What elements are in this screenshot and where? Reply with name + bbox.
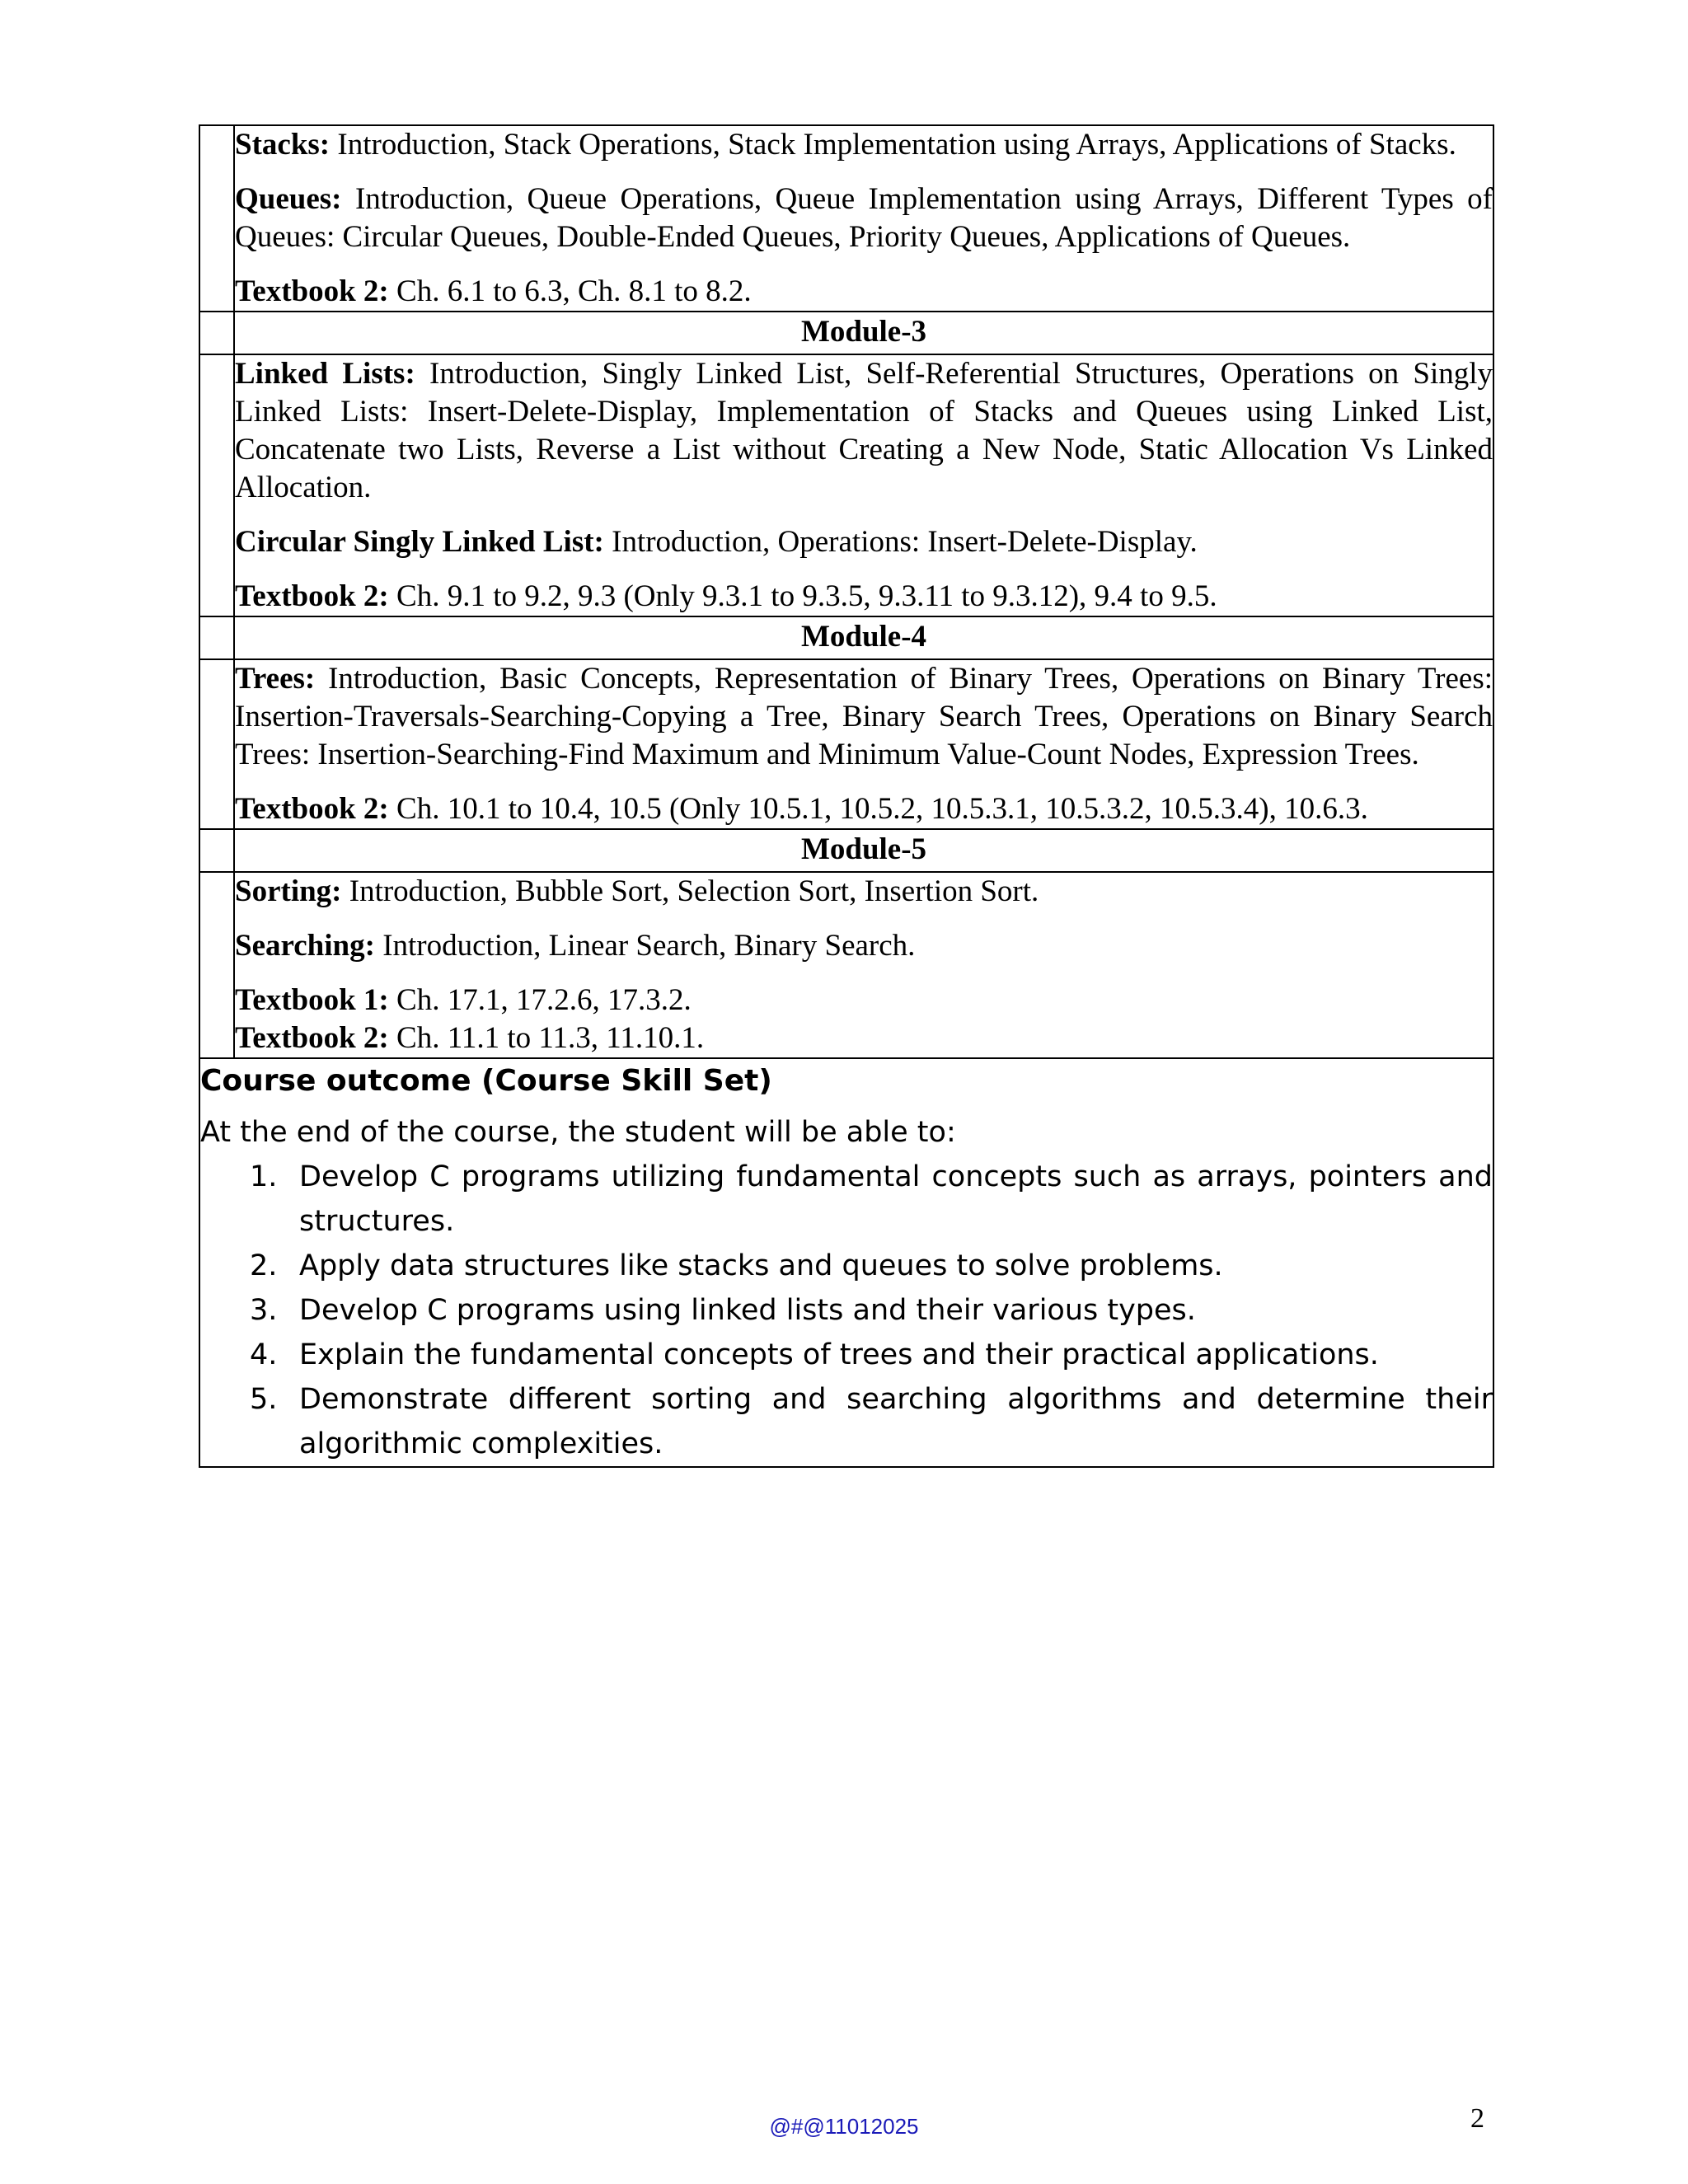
- module3-title: Module-3: [234, 312, 1493, 354]
- list-item-number: 2.: [250, 1249, 278, 1282]
- module3-header-row: [199, 312, 1493, 354]
- row-gutter: [199, 872, 234, 1058]
- module3-body-row: [199, 354, 1493, 616]
- circular-list-text: Introduction, Operations: Insert-Delete-Display.: [612, 525, 1198, 559]
- textbook-text: Ch. 10.1 to 10.4, 10.5 (Only 10.5.1, 10.5.2, 10.5.3.1, 10.5.3.2, 10.5.3.4), 10.6.3.: [396, 792, 1368, 826]
- queues-paragraph: [235, 180, 1493, 256]
- list-item-number: 3.: [250, 1294, 278, 1327]
- top-section-row: [199, 125, 1493, 312]
- textbook-reference: [235, 578, 1493, 616]
- trees-paragraph: [235, 660, 1493, 774]
- textbook-label: Textbook 2:: [235, 792, 389, 826]
- module4-body-row: [199, 659, 1493, 829]
- list-item: [200, 1155, 1493, 1244]
- linked-lists-paragraph: [235, 355, 1493, 507]
- stacks-paragraph: [235, 126, 1493, 164]
- sorting-text: Introduction, Bubble Sort, Selection Sort, Insertion Sort.: [349, 874, 1039, 908]
- syllabus-table: [199, 124, 1494, 1468]
- course-outcome-title: Course outcome (Course Skill Set): [200, 1064, 772, 1098]
- circular-list-label: Circular Singly Linked List:: [235, 525, 604, 559]
- textbook1-text: Ch. 17.1, 17.2.6, 17.3.2.: [396, 983, 692, 1017]
- linked-lists-label: Linked Lists:: [235, 357, 415, 391]
- searching-label: Searching:: [235, 929, 375, 963]
- footer-document-code: @#@11012025: [769, 2114, 919, 2139]
- module3-body: [234, 354, 1493, 616]
- list-item-text: Develop C programs using linked lists and their various types.: [299, 1294, 1196, 1327]
- sorting-label: Sorting:: [235, 874, 342, 908]
- list-item: [200, 1288, 1493, 1333]
- textbook-text: Ch. 9.1 to 9.2, 9.3 (Only 9.3.1 to 9.3.5, 9.3.11 to 9.3.12), 9.4 to 9.5.: [396, 579, 1217, 613]
- searching-text: Introduction, Linear Search, Binary Search.: [382, 929, 916, 963]
- module5-header-row: [199, 829, 1493, 872]
- list-item-text: Demonstrate different sorting and searching algorithms and determine their algorithmic complexities.: [299, 1383, 1493, 1460]
- list-item-number: 5.: [250, 1383, 278, 1416]
- course-outcome-section: [199, 1058, 1493, 1467]
- module5-body-row: [199, 872, 1493, 1058]
- row-gutter: [199, 312, 234, 354]
- circular-list-paragraph: [235, 523, 1493, 561]
- list-item-text: Explain the fundamental concepts of trees and their practical applications.: [299, 1338, 1379, 1371]
- course-outcome-intro: At the end of the course, the student will be able to:: [200, 1116, 956, 1149]
- list-item-text: Apply data structures like stacks and queues to solve problems.: [299, 1249, 1223, 1282]
- trees-label: Trees:: [235, 662, 316, 696]
- sorting-paragraph: [235, 873, 1493, 911]
- row-gutter: [199, 125, 234, 312]
- textbook1-label: Textbook 1:: [235, 983, 389, 1017]
- textbook-reference: [235, 273, 1493, 311]
- list-item: [200, 1244, 1493, 1288]
- searching-paragraph: [235, 927, 1493, 965]
- course-outcome-row: [199, 1058, 1493, 1467]
- list-item-number: 4.: [250, 1338, 278, 1371]
- textbook2-label: Textbook 2:: [235, 1021, 389, 1055]
- row-gutter: [199, 659, 234, 829]
- textbook-reference: [235, 790, 1493, 828]
- list-item: [200, 1333, 1493, 1377]
- queues-text: Introduction, Queue Operations, Queue Implementation using Arrays, Different Types of Queues: Circular Queues, Double-Ended Queues, Priority Queues, Applications of Queues.: [235, 182, 1493, 254]
- list-item-number: 1.: [250, 1160, 278, 1193]
- textbook-label: Textbook 2:: [235, 274, 389, 308]
- list-item: [200, 1377, 1493, 1466]
- textbook-label: Textbook 2:: [235, 579, 389, 613]
- queues-label: Queues:: [235, 182, 342, 216]
- module5-title: Module-5: [234, 829, 1493, 872]
- module4-body: [234, 659, 1493, 829]
- row-gutter: [199, 616, 234, 659]
- list-item-text: Develop C programs utilizing fundamental concepts such as arrays, pointers and structures.: [299, 1160, 1493, 1238]
- textbook-references: [235, 982, 1493, 1057]
- stacks-text: Introduction, Stack Operations, Stack Implementation using Arrays, Applications of Stacks.: [337, 128, 1456, 162]
- page-number: 2: [1470, 2103, 1484, 2134]
- stacks-label: Stacks:: [235, 128, 331, 162]
- top-section-body: [234, 125, 1493, 312]
- module5-body: [234, 872, 1493, 1058]
- linked-lists-text: Introduction, Singly Linked List, Self-Referential Structures, Operations on Singly Linked Lists: Insert-Delete-Display, Implementation of Stacks and Queues using Linked List, Concatenate two Lists, Reverse a List without Creating a New Node, Static Allocation Vs Linked Allocation.: [235, 357, 1493, 504]
- trees-text: Introduction, Basic Concepts, Representation of Binary Trees, Operations on Binary Trees: Insertion-Traversals-Searching-Copying a Tree, Binary Search Trees, Operations on Binary Search Trees: Insertion-Searching-Find Maximum and Minimum Value-Count Nodes, Expression Trees.: [235, 662, 1493, 771]
- row-gutter: [199, 829, 234, 872]
- course-outcome-list: [200, 1155, 1493, 1466]
- module4-header-row: [199, 616, 1493, 659]
- row-gutter: [199, 354, 234, 616]
- module4-title: Module-4: [234, 616, 1493, 659]
- textbook-text: Ch. 6.1 to 6.3, Ch. 8.1 to 8.2.: [396, 274, 752, 308]
- textbook2-text: Ch. 11.1 to 11.3, 11.10.1.: [396, 1021, 705, 1055]
